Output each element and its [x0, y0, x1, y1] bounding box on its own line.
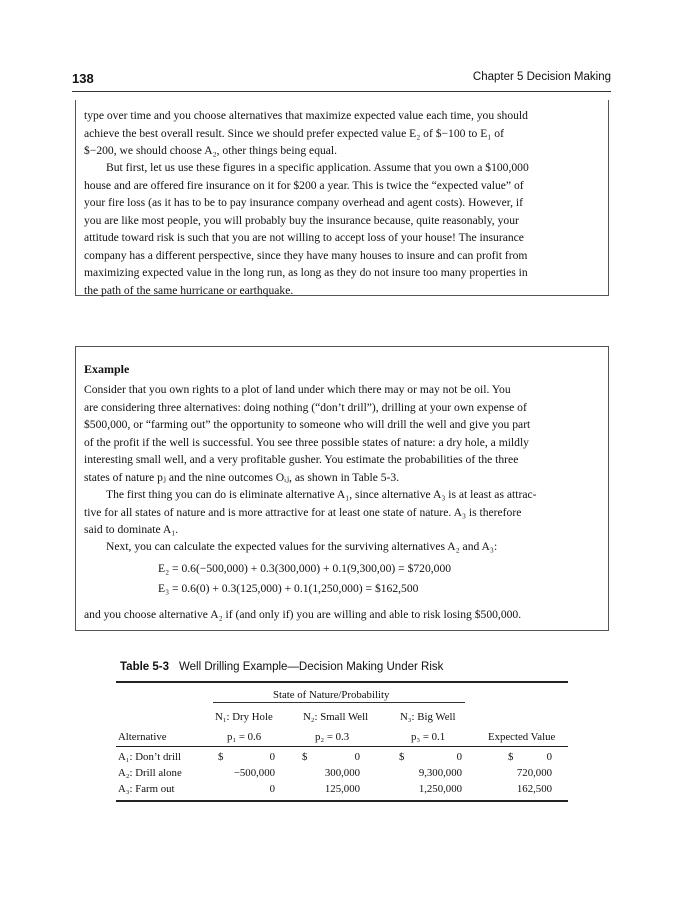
text-line: tive for all states of nature and is more attractive for at least one state of nature. A₃ is therefore	[84, 505, 522, 519]
text-line: Consider that you own rights to a plot of land under which there may or may not be oil. You	[84, 383, 511, 396]
table-cell: 0	[269, 783, 275, 795]
box1-paragraph-2	[84, 159, 602, 299]
table-row-alternative: A₃: Farm out	[118, 783, 175, 795]
currency-symbol: $	[399, 751, 405, 763]
text-line: are considering three alternatives: doing nothing (“don’t drill”), drilling at your own expense of	[84, 400, 527, 414]
column-header: Alternative	[118, 731, 167, 743]
text-line: But first, let us use these figures in a specific application. Assume that you own a $100,000	[106, 161, 529, 174]
currency-symbol: $	[218, 751, 224, 763]
probability-label: p₂ = 0.3	[315, 731, 350, 743]
group-header-rule	[213, 702, 465, 703]
table-cell: −500,000	[233, 767, 275, 779]
text-line: said to dominate A₁.	[84, 523, 179, 536]
table-cell: 9,300,000	[418, 767, 462, 779]
table-bottom-rule	[116, 800, 568, 802]
column-header: N₂: Small Well	[303, 711, 369, 723]
table-cell: 0	[354, 751, 360, 763]
table-cell: 125,000	[324, 783, 360, 795]
equation-e2: E₂ = 0.6(−500,000) + 0.3(300,000) + 0.1(9,300,00) = $720,000	[158, 562, 452, 575]
table-label: Table 5-3	[120, 661, 169, 673]
example-paragraph-3: Next, you can calculate the expected values for the surviving alternatives A₂ and A₃:	[106, 540, 498, 553]
table-title: Well Drilling Example—Decision Making Under Risk	[179, 661, 444, 673]
example-paragraph-2	[84, 486, 602, 539]
example-paragraph-1	[84, 381, 602, 486]
text-line: The first thing you can do is eliminate alternative A₁, since alternative A₃ is at least as attrac-	[106, 488, 537, 501]
table-top-rule	[116, 681, 568, 683]
table-cell: 720,000	[516, 767, 552, 779]
table-cell: 0	[546, 751, 552, 763]
probability-label: p₃ = 0.1	[411, 731, 446, 743]
table-cell: 0	[456, 751, 462, 763]
text-line: achieve the best overall result. Since we should prefer expected value E₂ of $−100 to E₁ of	[84, 126, 504, 140]
equation-e3: E₃ = 0.6(0) + 0.3(125,000) + 0.1(1,250,000) = $162,500	[158, 582, 419, 595]
running-header	[72, 71, 611, 87]
text-line: your fire loss (as it has to be to pay insurance company overhead and agent costs). However, if	[84, 196, 523, 209]
example-heading: Example	[84, 362, 130, 376]
text-line: company has a different perspective, since they have many houses to insure and can profit from	[84, 248, 528, 262]
box1-paragraph-1	[84, 107, 602, 160]
text-line: states of nature pⱼ and the nine outcomes Oᵢⱼ, as shown in Table 5-3.	[84, 470, 400, 484]
table-cell: 1,250,000	[418, 783, 462, 795]
text-line: the path of the same hurricane or earthquake.	[84, 283, 294, 297]
example-conclusion: and you choose alternative A₂ if (and only if) you are willing and able to risk losing $500,000.	[84, 608, 522, 621]
table-cell: 0	[269, 751, 275, 763]
currency-symbol: $	[508, 751, 514, 763]
table-row-alternative: A₂: Drill alone	[118, 767, 182, 779]
group-header: State of Nature/Probability	[273, 689, 390, 701]
chapter-title: Chapter 5 Decision Making	[472, 71, 611, 83]
column-header: N₃: Big Well	[400, 711, 456, 723]
text-line: you are like most people, you will probably buy the insurance because, quite reasonably, your	[84, 213, 519, 227]
table-row-alternative: A₁: Don’t drill	[118, 751, 181, 763]
currency-symbol: $	[302, 751, 308, 763]
text-line: $500,000, or “farming out” the opportunity to someone who will drill the well and give you part	[84, 418, 531, 431]
text-line: maximizing expected value in the long run, as long as they do not insure too many properties in	[84, 266, 528, 279]
text-line: type over time and you choose alternatives that maximize expected value each time, you should	[84, 109, 528, 122]
text-line: attitude toward risk is such that you are not willing to accept loss of your house! The insurance	[84, 231, 524, 244]
text-line: $−200, we should choose A₂, other things being equal.	[84, 144, 338, 157]
text-line: house and are offered fire insurance on it for $200 a year. This is twice the “expected value” of	[84, 178, 524, 192]
table-caption	[120, 661, 443, 673]
table-header-rule	[116, 746, 568, 747]
probability-label: p₁ = 0.6	[227, 731, 262, 743]
table-cell: 300,000	[324, 767, 360, 779]
text-line: of the profit if the well is successful. You see three possible states of nature: a dry hole, a mildly	[84, 435, 529, 449]
column-header: Expected Value	[488, 731, 556, 743]
text-line: interesting small well, and a very profitable gusher. You estimate the probabilities of the three	[84, 453, 519, 466]
table-cell: 162,500	[516, 783, 552, 795]
column-header: N₁: Dry Hole	[215, 711, 273, 723]
header-rule	[72, 91, 611, 92]
page-number: 138	[72, 71, 94, 86]
